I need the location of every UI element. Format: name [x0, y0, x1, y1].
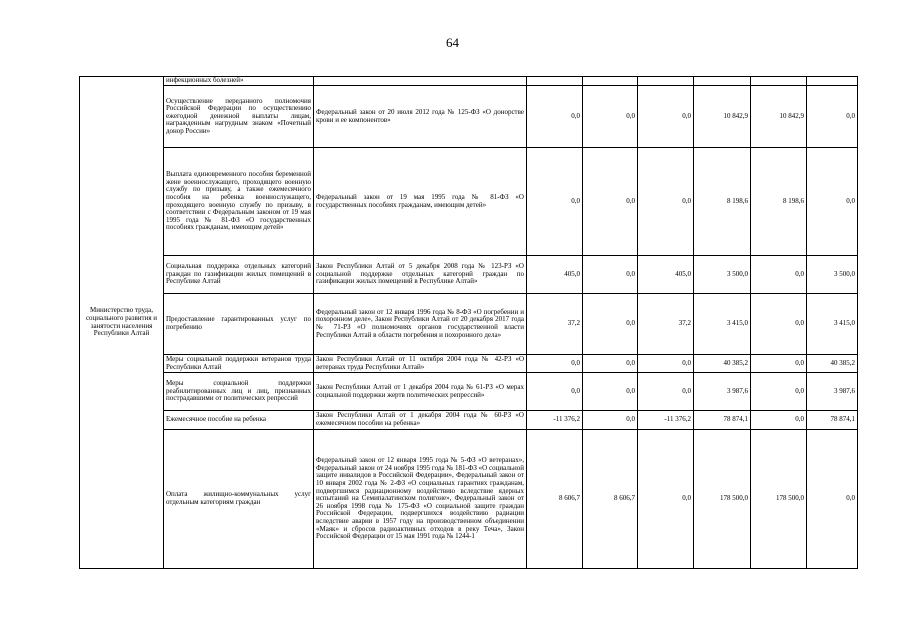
value-cell: 178 500,0 — [694, 430, 751, 569]
value-cell: 0,0 — [751, 411, 807, 430]
measure-cell: Меры социальной поддержки реабилитированных лиц и лиц, признанных пострадавшими от политических репрессий — [164, 373, 314, 411]
measure-cell: инфекционных болезней» — [164, 77, 314, 86]
value-cell: 0,0 — [527, 86, 583, 148]
value-cell: -11 376,2 — [527, 411, 583, 430]
value-cell — [694, 77, 751, 86]
law-cell — [314, 77, 527, 86]
value-cell: 0,0 — [583, 148, 638, 256]
value-cell: 10 842,9 — [751, 86, 807, 148]
value-cell: 8 198,6 — [694, 148, 751, 256]
value-cell: 0,0 — [638, 373, 694, 411]
value-cell: 178 500,0 — [751, 430, 807, 569]
value-cell — [583, 77, 638, 86]
table-row — [80, 355, 858, 373]
measure-cell: Меры социальной поддержки ветеранов труда Республики Алтай — [164, 355, 314, 373]
law-cell: Закон Республики Алтай от 11 октября 2004 года № 42-РЗ «О ветеранах труда Республики Алтай» — [314, 355, 527, 373]
value-cell: 0,0 — [638, 430, 694, 569]
budget-table — [79, 76, 858, 569]
value-cell: 3 415,0 — [807, 294, 858, 355]
ministry-cell: Министерство труда, социального развития и занятости населения Республики Алтай — [80, 77, 164, 569]
value-cell: 0,0 — [583, 86, 638, 148]
value-cell: 0,0 — [638, 86, 694, 148]
value-cell: -11 376,2 — [638, 411, 694, 430]
measure-cell: Осуществление переданного полномочия Российской Федерации по осуществлению ежегодной денежной выплаты лицам, награжденным нагрудным знаком «Почетный донор России» — [164, 86, 314, 148]
value-cell: 40 385,2 — [807, 355, 858, 373]
law-cell: Федеральный закон от 20 июля 2012 года № 125-ФЗ «О донорстве крови и ее компонентов» — [314, 86, 527, 148]
value-cell: 78 874,1 — [807, 411, 858, 430]
law-cell: Федеральный закон от 12 января 1996 года № 8-ФЗ «О погребении и похоронном деле», Закон Республики Алтай от 20 декабря 2017 года № 71-РЗ «О полномочиях органов государственной власти Республики Алтай в области погребения и похоронного дела» — [314, 294, 527, 355]
value-cell — [807, 77, 858, 86]
law-cell: Закон Республики Алтай от 5 декабря 2008 года № 123-РЗ «О социальной поддержке отдельных категорий граждан по газификации жилых помещений в Республике Алтай» — [314, 256, 527, 294]
measure-cell: Оплата жилищно-коммунальных услуг отдельным категориям граждан — [164, 430, 314, 569]
law-cell: Федеральный закон от 12 января 1995 года № 5-ФЗ «О ветеранах», Федеральный закон от 24 ноября 1995 года № 181-ФЗ «О социальной защите инвалидов в Российской Федерации», Федеральный закон от 10 января 2002 года № 2-ФЗ «О социальных гарантиях гражданам, подвергшимся радиационному воздействию вследствие ядерных испытаний на Семипалатинском полигоне», Федеральный закон от 26 ноября 1998 года № 175-ФЗ «О социальной защите граждан Российской Федерации, подвергшихся воздействию радиации вследствие аварии в 1957 году на производственном объединении «Маяк» и сбросов радиоактивных отходов в реку Теча», Закон Российской Федерации от 15 мая 1991 года № 1244-1 — [314, 430, 527, 569]
value-cell: 10 842,9 — [694, 86, 751, 148]
value-cell: 3 987,6 — [807, 373, 858, 411]
value-cell: 0,0 — [583, 294, 638, 355]
value-cell: 0,0 — [807, 148, 858, 256]
law-cell: Закон Республики Алтай от 1 декабря 2004 года № 60-РЗ «О ежемесячном пособии на ребенка» — [314, 411, 527, 430]
value-cell: 0,0 — [527, 373, 583, 411]
value-cell: 0,0 — [583, 411, 638, 430]
value-cell: 0,0 — [527, 148, 583, 256]
value-cell: 0,0 — [807, 86, 858, 148]
table-row — [80, 373, 858, 411]
value-cell: 0,0 — [751, 256, 807, 294]
value-cell: 0,0 — [638, 355, 694, 373]
table-row — [80, 148, 858, 256]
measure-cell: Социальная поддержка отдельных категорий граждан по газификации жилых помещений в Республике Алтай — [164, 256, 314, 294]
value-cell: 78 874,1 — [694, 411, 751, 430]
value-cell: 0,0 — [638, 148, 694, 256]
table-row — [80, 256, 858, 294]
value-cell: 0,0 — [583, 355, 638, 373]
law-cell: Федеральный закон от 19 мая 1995 года № 81-ФЗ «О государственных пособиях гражданам, имеющим детей» — [314, 148, 527, 256]
value-cell: 37,2 — [527, 294, 583, 355]
value-cell: 3 415,0 — [694, 294, 751, 355]
value-cell: 405,0 — [527, 256, 583, 294]
value-cell: 3 500,0 — [694, 256, 751, 294]
value-cell: 0,0 — [583, 373, 638, 411]
value-cell — [638, 77, 694, 86]
table-row — [80, 77, 858, 86]
table-row — [80, 430, 858, 569]
value-cell: 3 500,0 — [807, 256, 858, 294]
measure-cell: Предоставление гарантированных услуг по погребению — [164, 294, 314, 355]
value-cell: 3 987,6 — [694, 373, 751, 411]
table-row — [80, 411, 858, 430]
value-cell: 0,0 — [583, 256, 638, 294]
value-cell: 0,0 — [807, 430, 858, 569]
value-cell: 8 606,7 — [527, 430, 583, 569]
measure-cell: Ежемесячное пособие на ребенка — [164, 411, 314, 430]
measure-cell: Выплата единовременного пособия беременной жене военнослужащего, проходящего военную службу по призыву, а также ежемесячного пособия на ребенка военнослужащего, проходящего военную службу по призыву, в соответствии с Федеральным законом от 19 мая 1995 года № 81-ФЗ «О государственных пособиях гражданам, имеющим детей» — [164, 148, 314, 256]
law-cell: Закон Республики Алтай от 1 декабря 2004 года № 61-РЗ «О мерах социальной поддержки жертв политических репрессий» — [314, 373, 527, 411]
page-number: 64 — [446, 35, 459, 50]
value-cell — [527, 77, 583, 86]
table-row — [80, 294, 858, 355]
value-cell: 405,0 — [638, 256, 694, 294]
table-row — [80, 86, 858, 148]
value-cell: 8 606,7 — [583, 430, 638, 569]
value-cell: 0,0 — [751, 355, 807, 373]
value-cell: 0,0 — [751, 373, 807, 411]
value-cell: 37,2 — [638, 294, 694, 355]
value-cell — [751, 77, 807, 86]
value-cell: 8 198,6 — [751, 148, 807, 256]
value-cell: 40 385,2 — [694, 355, 751, 373]
value-cell: 0,0 — [751, 294, 807, 355]
value-cell: 0,0 — [527, 355, 583, 373]
